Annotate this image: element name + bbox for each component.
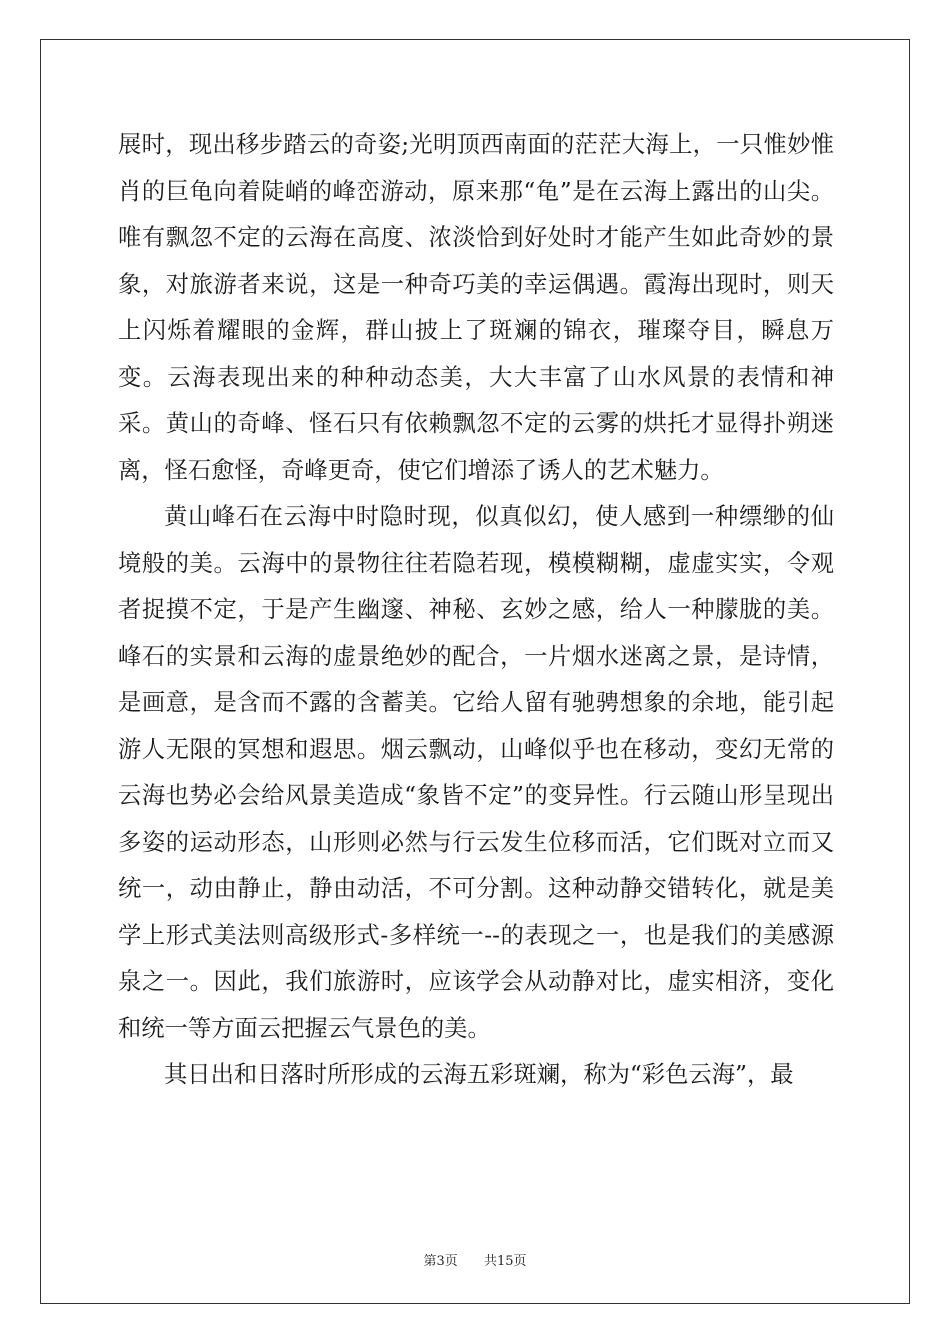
page-number: 第3页: [423, 1254, 458, 1269]
document-body: [118, 122, 834, 1099]
paragraph-2: 黄山峰石在云海中时隐时现，似真似幻，使人感到一种缥缈的仙境般的美。云海中的景物往往若隐若现，模模糊糊，虚虚实实，令观者捉摸不定，于是产生幽邃、神秘、玄妙之感，给人一种朦胧的美。峰石的实景和云海的虚景绝妙的配合，一片烟水迷离之景，是诗情，是画意，是含而不露的含蓄美。它给人留有驰骋想象的余地，能引起游人无限的冥想和遐思。烟云飘动，山峰似乎也在移动，变幻无常的云海也势必会给风景美造成“象皆不定”的变异性。行云随山形呈现出多姿的运动形态，山形则必然与行云发生位移而活，它们既对立而又统一，动由静止，静由动活，不可分割。这种动静交错转化，就是美学上形式美法则高级形式-多样统一--的表现之一，也是我们的美感源泉之一。因此，我们旅游时，应该学会从动静对比，虚实相济，变化和统一等方面云把握云气景色的美。: [118, 503, 834, 1042]
page-total: 共15页: [484, 1254, 527, 1269]
page-footer: [0, 1250, 950, 1269]
paragraph-3: 其日出和日落时所形成的云海五彩斑斓，称为“彩色云海”，最: [164, 1061, 794, 1088]
paragraph-1: 展时，现出移步踏云的奇姿;光明顶西南面的茫茫大海上，一只惟妙惟肖的巨龟向着陡峭的峰峦游动，原来那“龟”是在云海上露出的山尖。唯有飘忽不定的云海在高度、浓淡恰到好处时才能产生如此奇妙的景象，对旅游者来说，这是一种奇巧美的幸运偶遇。霞海出现时，则天上闪烁着耀眼的金辉，群山披上了斑斓的锦衣，璀璨夺目，瞬息万变。云海表现出来的种种动态美，大大丰富了山水风景的表情和神采。黄山的奇峰、怪石只有依赖飘忽不定的云雾的烘托才显得扑朔迷离，怪石愈怪，奇峰更奇，使它们增添了诱人的艺术魅力。: [118, 131, 834, 484]
